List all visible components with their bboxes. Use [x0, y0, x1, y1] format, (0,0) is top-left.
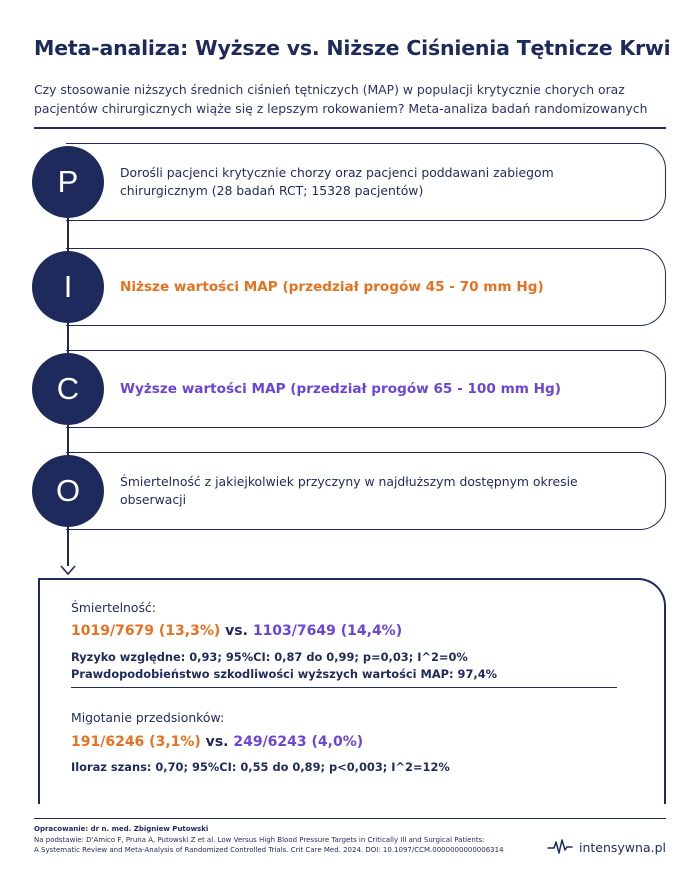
- page-title: Meta-analiza: Wyższe vs. Niższe Ciśnienia Tętnicze Krwi: [34, 36, 671, 60]
- pico-letter-o: O: [32, 455, 104, 527]
- brand-name: intensywna.pl: [578, 839, 666, 855]
- pico-row-i: [32, 248, 666, 326]
- pico-box-o: [66, 452, 666, 530]
- mortality-harm-probability: Prawdopodobieństwo szkodliwości wyższych wartości MAP: 97,4%: [71, 667, 498, 681]
- mortality-vs: vs.: [220, 623, 253, 639]
- mortality-comparison: [71, 623, 402, 639]
- header-divider: [34, 127, 666, 129]
- mortality-relative-risk: Ryzyko względne: 0,93; 95%CI: 0,87 do 0,99; p=0,03; I^2=0%: [71, 650, 468, 664]
- pico-text-p: Dorośli pacjenci krytycznie chorzy oraz pacjenci poddawani zabiegom chirurgicznym (28 badań RCT; 15328 pacjentów): [120, 165, 554, 198]
- mortality-higher-map: 1103/7649 (14,4%): [252, 623, 403, 639]
- pico-row-p: [32, 143, 666, 221]
- footer: [34, 824, 534, 856]
- afib-label: Migotanie przedsionków:: [71, 710, 225, 725]
- mortality-stats: [71, 649, 497, 683]
- pico-text-o: Śmiertelność z jakiejkolwiek przyczyny w najdłuższym dostępnym okresie obserwacji: [120, 474, 578, 507]
- mortality-lower-map: 1019/7679 (13,3%): [71, 623, 221, 639]
- page-subtitle: Czy stosowanie niższych średnich ciśnień tętniczych (MAP) w populacji krytycznie chorych oraz pacjentów chirurgicznych wiąże się z lepszym rokowaniem? Meta-analiza badań randomizowanych: [34, 82, 648, 116]
- pico-text-i: Niższe wartości MAP (przedział progów 45 - 70 mm Hg): [120, 279, 544, 295]
- afib-higher-map: 249/6243 (4,0%): [233, 734, 364, 750]
- afib-vs: vs.: [200, 734, 234, 750]
- footer-divider: [34, 818, 666, 819]
- pico-box-i: [66, 248, 666, 326]
- pico-text-c: Wyższe wartości MAP (przedział progów 65 - 100 mm Hg): [120, 381, 561, 397]
- afib-lower-map: 191/6246 (3,1%): [71, 734, 201, 750]
- heartbeat-icon: [547, 838, 573, 856]
- pico-row-c: [32, 350, 666, 428]
- footer-source-1: Na podstawie: D'Amico F, Pruna A, Putowski Z et al. Low Versus High Blood Pressure Targets in Critically Ill and Surgical Patients:: [34, 835, 485, 844]
- pico-box-c: [66, 350, 666, 428]
- pico-letter-i: I: [32, 251, 104, 323]
- afib-odds-ratio: Iloraz szans: 0,70; 95%CI: 0,55 do 0,89; p<0,003; I^2=12%: [71, 760, 450, 774]
- pico-box-p: [66, 143, 666, 221]
- footer-source-2: A Systematic Review and Meta-Analysis of Randomized Controlled Trials. Crit Care Med. 2024. DOI: 10.1097/CCM.0000000000006314: [34, 846, 504, 854]
- afib-comparison: [71, 734, 363, 750]
- pico-letter-c: C: [32, 353, 104, 425]
- pico-letter-p: P: [32, 146, 104, 218]
- results-divider: [71, 687, 617, 688]
- mortality-label: Śmiertelność:: [71, 600, 156, 615]
- arrow-down-icon: [60, 562, 76, 576]
- pico-row-o: [32, 452, 666, 530]
- footer-author: Opracowanie: dr n. med. Zbigniew Putowski: [34, 825, 209, 833]
- results-panel: [38, 578, 666, 804]
- brand-logo: [547, 838, 666, 856]
